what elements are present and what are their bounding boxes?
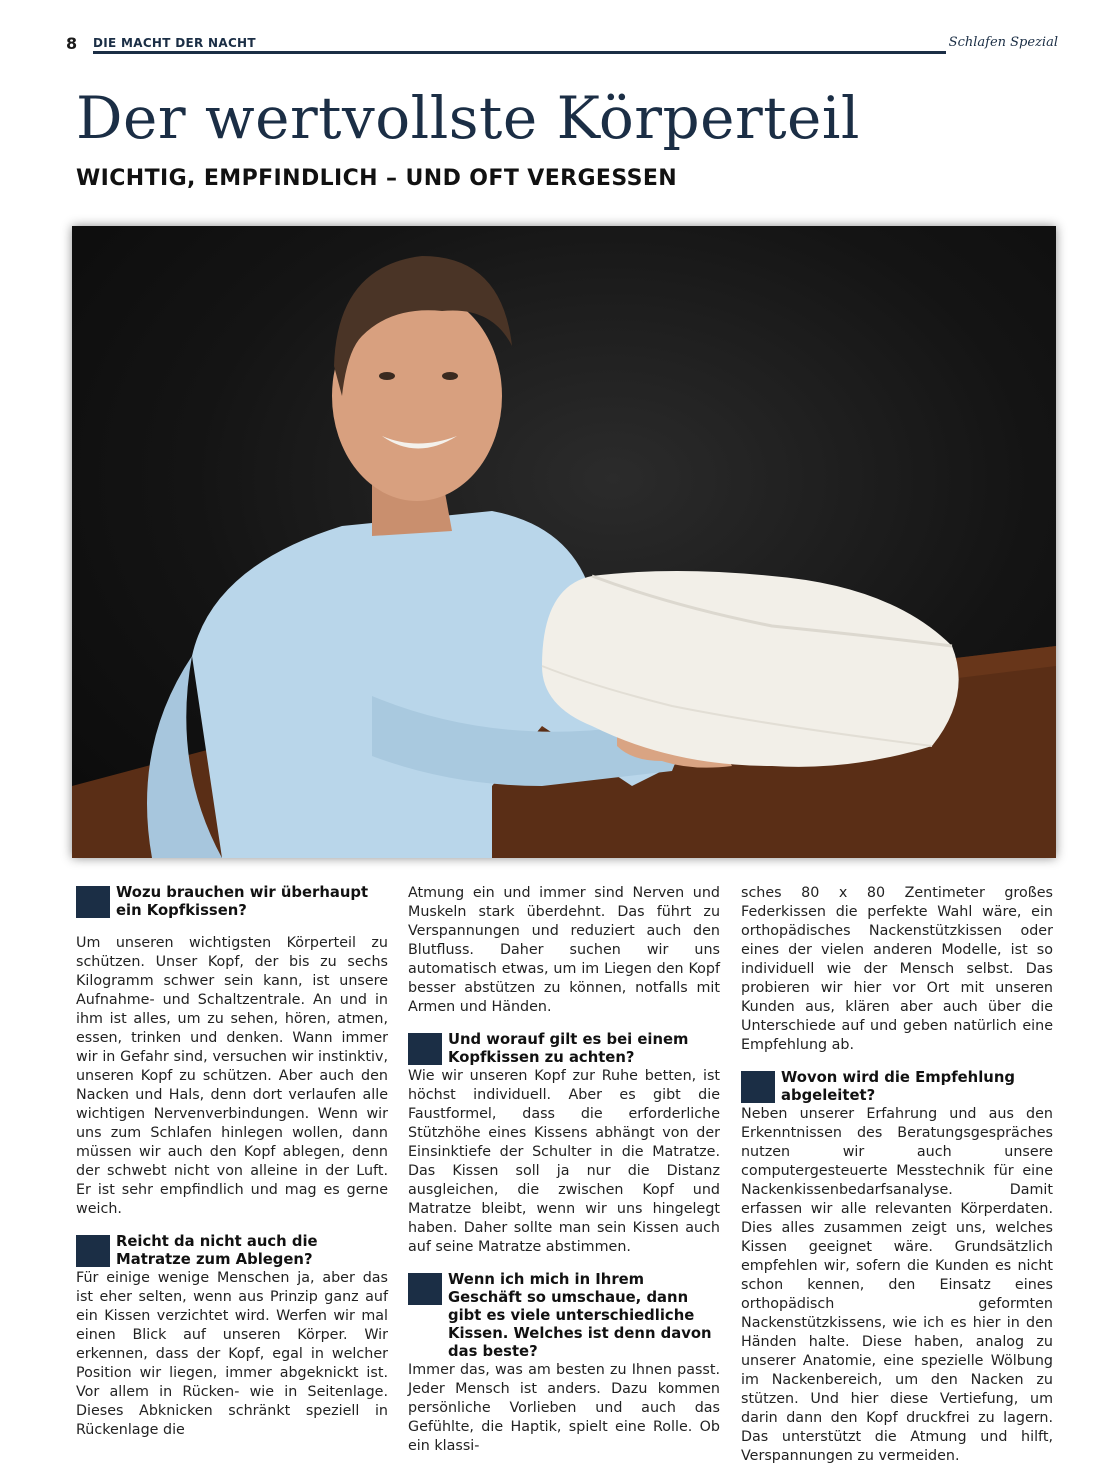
answer-2: Für einige wenige Menschen ja, aber das ist eher selten, wenn aus Prinzip ganz auf ein Kissen verzichtet wird. Werfen wir mal einen Blick auf unseren Körper. Wir erkennen, dass der Kopf, egal in welcher Position wir liegen, immer abgeknickt ist. Vor allem in Rücken- wie in Seitenlage. Dieses Abknicken schränkt speziell in Rückenlage die: [76, 1270, 388, 1438]
answer-1: Um unseren wichtigsten Körperteil zu schützen. Unser Kopf, der bis zu sechs Kilogramm schwer sein kann, ist unsere Aufnahme- und Schaltzentrale. An und in ihm ist alles, um zu sehen, hören, atmen, essen, trinken und denken. Wann immer wir in Gefahr sind, versuchen wir instinktiv, unseren Kopf zu schützen. Aber auch den Nacken und Hals, denn dort verlaufen alle wichtigen Nervenverbindungen. Wenn wir uns zum Schlafen hinlegen wollen, dann müssen wir auch den Kopf ablegen, denn der schwebt nicht von alleine in der Luft. Er ist sehr empfindlich und mag es gerne weich.: [76, 935, 388, 1217]
text-column-1: [76, 884, 388, 1440]
question-4: Wenn ich mich in Ihrem Geschäft so umschaue, dann gibt es viele unterschiedliche Kissen. Welches ist denn davon das beste?: [448, 1271, 712, 1360]
question-heading: [76, 884, 388, 920]
question-heading: [408, 1031, 720, 1067]
heading-marker: [408, 1033, 442, 1065]
section-label: DIE MACHT DER NACHT: [93, 36, 256, 50]
magazine-name: Schlafen Spezial: [948, 35, 1058, 50]
question-1: Wozu brauchen wir überhaupt ein Kopfkissen?: [116, 884, 369, 919]
answer-4-continued: sches 80 x 80 Zentimeter großes Federkissen die perfekte Wahl wäre, ein orthopädisches Nackenstützkissen oder eines der vielen anderen Modelle, ist so individuell wie der Mensch selbst. Das probieren wir hier vor Ort mit unseren Kunden aus, klären aber auch über die Unterschiede auf und geben natürlich eine Empfehlung ab.: [741, 885, 1053, 1053]
question-2: Reicht da nicht auch die Matratze zum Ablegen?: [116, 1233, 318, 1268]
photo-illustration: [72, 226, 1056, 858]
heading-marker: [76, 886, 110, 918]
question-5: Wovon wird die Empfehlung abgeleitet?: [781, 1069, 1015, 1104]
question-heading: [408, 1271, 720, 1361]
article-subtitle: WICHTIG, EMPFINDLICH – UND OFT VERGESSEN: [76, 166, 678, 191]
answer-2-continued: Atmung ein und immer sind Nerven und Muskeln stark überdehnt. Das führt zu Verspannungen und reduziert auch den Blutfluss. Daher suchen wir uns automatisch etwas, um im Liegen den Kopf besser abstützen zu können, notfalls mit Armen und Händen.: [408, 885, 720, 1015]
heading-marker: [76, 1235, 110, 1267]
heading-marker: [741, 1071, 775, 1103]
header-rule: [93, 51, 946, 54]
answer-4: Immer das, was am besten zu Ihnen passt. Jeder Mensch ist anders. Dazu kommen persönliche Vorlieben und auch das Gefühlte, die Haptik, spielt eine Rolle. Ob ein klassi-: [408, 1362, 720, 1454]
article-title: Der wertvollste Körperteil: [76, 84, 860, 152]
article-photo: [72, 226, 1056, 858]
question-heading: [741, 1069, 1053, 1105]
heading-marker: [408, 1273, 442, 1305]
answer-3: Wie wir unseren Kopf zur Ruhe betten, ist höchst individuell. Aber es gibt die Faustformel, dass die erforderliche Stützhöhe eines Kissens abhängt von der Einsinktiefe der Schulter in die Matratze. Das Kissen soll ja nur die Distanz ausgleichen, die zwischen Kopf und Matratze bleibt, wenn wir uns hingelegt haben. Daher sollte man sein Kissen auch auf seine Matratze abstimmen.: [408, 1068, 720, 1255]
page-number: 8: [66, 34, 78, 53]
question-3: Und worauf gilt es bei einem Kopfkissen zu achten?: [448, 1031, 689, 1066]
answer-5: Neben unserer Erfahrung und aus den Erkenntnissen des Beratungsgespräches nutzen wir auch unsere computergesteuerte Messtechnik für eine Nackenkissenbedarfsanalyse. Damit erfassen wir alle relevanten Körperdaten. Dies alles zusammen zeigt uns, welches Kissen geeignet wäre. Grundsätzlich empfehlen wir, sofern die Kunden es nicht schon kennen, den Einsatz eines orthopädisch geformten Nackenstützkissens, wie ich es hier in den Händen halte. Diese haben, analog zu unserer Anatomie, eine spezielle Wölbung im Nackenbereich, um den Nacken zu stützen. Und hier diese Vertiefung, um darin dann den Kopf druckfrei zu lagern. Das unterstützt die Atmung und hilft, Verspannungen zu vermeiden.: [741, 1106, 1053, 1464]
text-column-2: [408, 884, 720, 1456]
page-header: [66, 34, 1058, 56]
question-heading: [76, 1233, 388, 1269]
text-column-3: [741, 884, 1053, 1466]
